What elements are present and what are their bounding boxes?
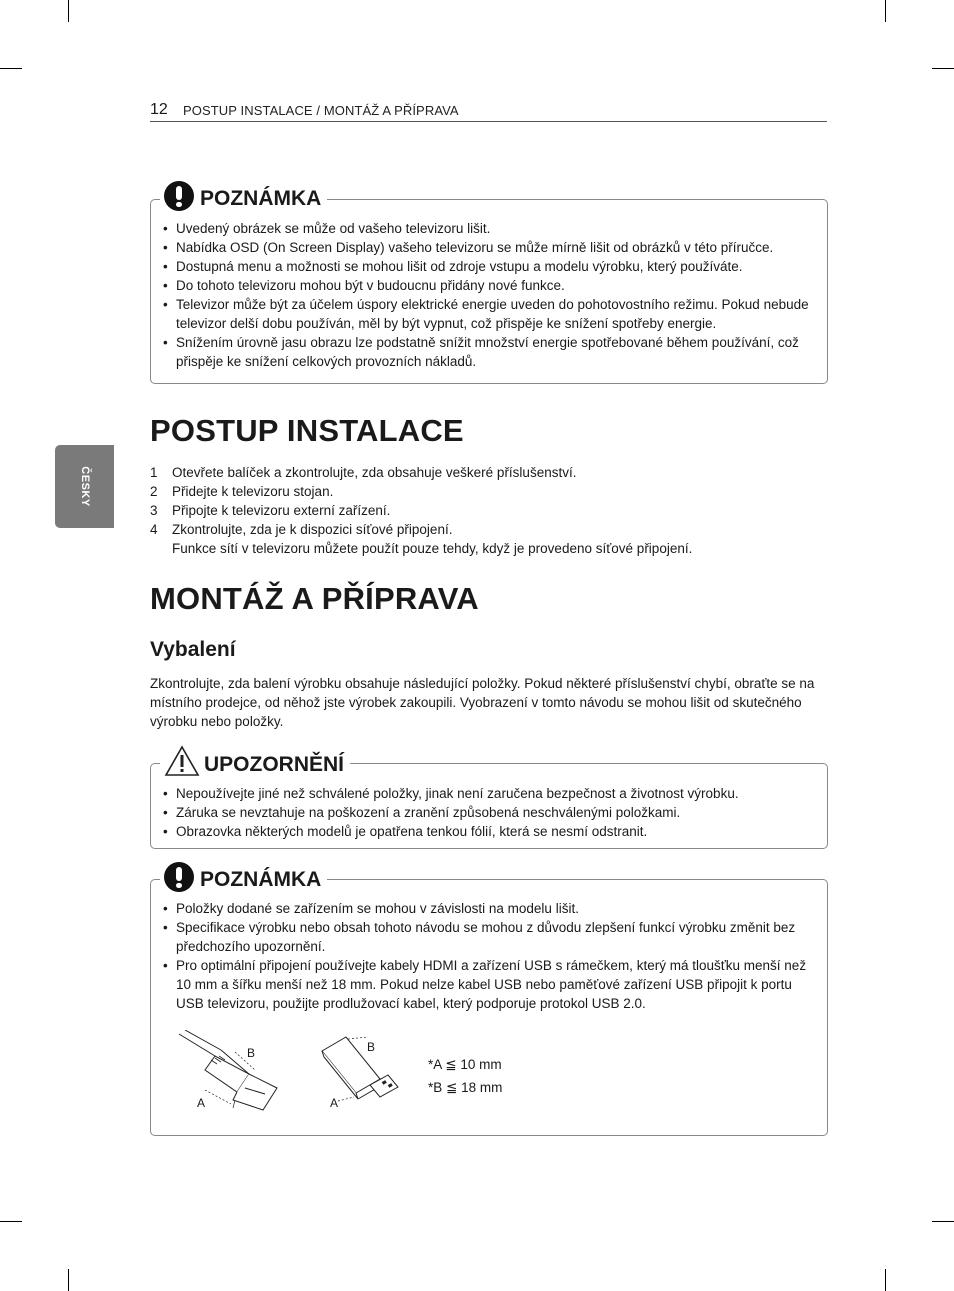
crop-mark bbox=[885, 0, 886, 22]
running-header: POSTUP INSTALACE / MONTÁŽ A PŘÍPRAVA bbox=[183, 103, 459, 118]
exclamation-icon bbox=[164, 862, 194, 892]
crop-mark bbox=[68, 0, 69, 22]
note-list bbox=[163, 219, 815, 371]
crop-mark bbox=[68, 1269, 69, 1291]
step-text: Otevřete balíček a zkontrolujte, zda obsahuje veškeré příslušenství. bbox=[172, 465, 577, 480]
dimension-label-b: B bbox=[367, 1040, 376, 1054]
step-number: 1 bbox=[150, 465, 158, 480]
note-list bbox=[163, 899, 815, 1013]
crop-mark bbox=[0, 1221, 22, 1222]
list-item: • Dostupná menu a možnosti se mohou lišit od zdroje vstupu a modelu výrobku, který používáte. bbox=[163, 257, 815, 276]
list-item bbox=[150, 482, 830, 501]
caution-title: UPOZORNĚNÍ bbox=[204, 753, 345, 776]
language-label: ČESKY bbox=[79, 466, 91, 507]
dimension-label-a: A bbox=[330, 1096, 339, 1110]
list-item: • Položky dodané se zařízením se mohou v závislosti na modelu lišit. bbox=[163, 899, 815, 918]
step-text: Zkontrolujte, zda je k dispozici síťové připojení. bbox=[172, 522, 453, 537]
note-title: POZNÁMKA bbox=[200, 187, 322, 210]
crop-mark bbox=[932, 68, 954, 69]
list-item bbox=[150, 501, 830, 520]
step-text: Připojte k televizoru externí zařízení. bbox=[172, 503, 391, 518]
list-item: • Nabídka OSD (On Screen Display) vašeho televizoru se může mírně lišit od obrázků v této příručce. bbox=[163, 238, 815, 257]
note-header bbox=[160, 176, 327, 216]
note-header bbox=[160, 857, 327, 897]
list-item: • Snížením úrovně jasu obrazu lze podstatně snížit množství energie spotřebované během používání, což přispěje ke snížení celkových provozních nákladů. bbox=[163, 333, 815, 371]
crop-mark bbox=[932, 1221, 954, 1222]
crop-mark bbox=[0, 68, 22, 69]
note-title: POZNÁMKA bbox=[200, 868, 322, 891]
language-side-tab bbox=[55, 445, 114, 528]
list-item bbox=[150, 520, 830, 558]
unpacking-heading: Vybalení bbox=[150, 638, 236, 661]
assembly-heading: MONTÁŽ A PŘÍPRAVA bbox=[150, 581, 479, 616]
header-rule bbox=[150, 121, 827, 122]
list-item: • Televizor může být za účelem úspory elektrické energie uveden do pohotovostního režimu. Pokud nebude televizor delší dobu používán, měl by být vypnut, což přispěje ke snížení spotřeby energie. bbox=[163, 295, 815, 333]
exclamation-icon bbox=[164, 181, 194, 211]
list-item: • Nepoužívejte jiné než schválené položky, jinak není zaručena bezpečnost a životnost výrobku. bbox=[163, 784, 815, 803]
list-item: • Do tohoto televizoru mohou být v budoucnu přidány nové funkce. bbox=[163, 276, 815, 295]
list-item: • Specifikace výrobku nebo obsah tohoto návodu se mohou z důvodu zlepšení funkcí výrobku změnit bez předchozího upozornění. bbox=[163, 918, 815, 956]
hdmi-cable-illustration bbox=[175, 1030, 295, 1120]
step-number: 4 bbox=[150, 522, 158, 537]
install-steps bbox=[150, 463, 830, 558]
step-text: Přidejte k televizoru stojan. bbox=[172, 484, 334, 499]
unpacking-intro: Zkontrolujte, zda balení výrobku obsahuje následující položky. Pokud některé příslušenství chybí, obraťte se na místního prodejce, od něhož jste výrobek zakoupili. Vyobrazení v tomto návodu se mohou lišit od skutečného výrobku nebo položky. bbox=[150, 676, 815, 729]
list-item: • Obrazovka některých modelů je opatřena tenkou fólií, která se nesmí odstranit. bbox=[163, 822, 815, 841]
list-item bbox=[150, 463, 830, 482]
step-number: 3 bbox=[150, 503, 158, 518]
warning-triangle-icon bbox=[164, 745, 200, 777]
dimension-a-spec: *A ≦ 10 mm bbox=[428, 1057, 502, 1072]
caution-list bbox=[163, 784, 815, 841]
install-heading: POSTUP INSTALACE bbox=[150, 413, 464, 448]
list-item: • Uvedený obrázek se může od vašeho televizoru lišit. bbox=[163, 219, 815, 238]
caution-header bbox=[160, 741, 350, 781]
list-item: • Pro optimální připojení používejte kabely HDMI a zařízení USB s rámečkem, který má tloušťku menší než 10 mm a šířku menší než 18 mm. Pokud nelze kabel USB nebo paměťové zařízení USB připojit k portu USB televizoru, použijte prodlužovací kabel, který podporuje protokol USB 2.0. bbox=[163, 956, 815, 1013]
crop-mark bbox=[885, 1269, 886, 1291]
dimension-b-spec: *B ≦ 18 mm bbox=[428, 1080, 503, 1095]
dimension-label-a: A bbox=[197, 1096, 206, 1110]
dimension-label-b: B bbox=[247, 1046, 256, 1060]
page-number: 12 bbox=[150, 101, 168, 118]
step-number: 2 bbox=[150, 484, 158, 499]
list-item: • Záruka se nevztahuje na poškození a zranění způsobená neschválenými položkami. bbox=[163, 803, 815, 822]
step-extra-text: Funkce sítí v televizoru můžete použít pouze tehdy, když je provedeno síťové připojení. bbox=[172, 541, 693, 556]
